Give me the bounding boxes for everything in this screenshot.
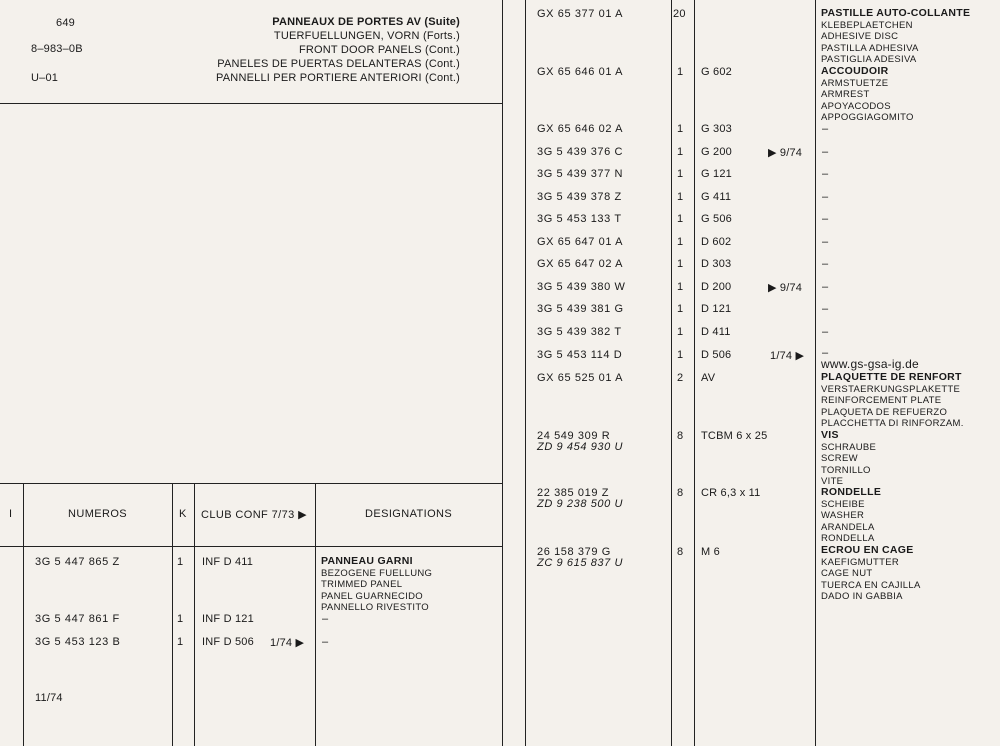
quantity: 1 [677,146,684,158]
watermark-url: www.gs-gsa-ig.de [821,357,919,371]
ref-code: U–01 [31,72,59,84]
quantity: 8 [677,546,684,558]
model-code: D 411 [701,326,731,338]
divider [815,0,816,746]
model-code: D 602 [701,236,732,248]
quantity: 1 [677,191,684,203]
quantity: 1 [677,281,684,293]
quantity: 1 [677,213,684,225]
divider [315,483,316,746]
divider [694,0,695,746]
designation: PLAQUETTE DE RENFORT VERSTAERKUNGSPLAKETTE REINFORCEMENT PLATE PLAQUETA DE REFUERZO PLACCHETTA DI RINFORZAM. [821,371,964,429]
model-code: G 411 [701,191,732,203]
part-number-alt: ZC 9 615 837 U [537,557,624,569]
designation: ACCOUDOIR ARMSTUETZE ARMREST APOYACODOS APPOGGIAGOMITO [821,65,914,123]
col-header-numeros: NUMEROS [68,508,128,520]
part-number: 3G 5 439 378 Z [537,191,622,203]
quantity: 1 [677,236,684,248]
model-code: D 506 [701,349,732,361]
part-number: 24 549 309 R [537,430,611,442]
quantity: 20 [673,8,686,20]
divider [502,0,503,746]
designation: PANNEAU GARNI BEZOGENE FUELLUNG TRIMMED PANEL PANEL GUARNECIDO PANNELLO RIVESTITO [321,555,433,613]
part-number: 3G 5 447 861 F [35,613,120,625]
page-number: 649 [56,17,75,29]
model-code: CR 6,3 x 11 [701,487,761,499]
designation: – [822,326,829,338]
part-number: GX 65 647 02 A [537,258,624,270]
title-fr: PANNEAUX DE PORTES AV (Suite) [272,16,460,28]
page-title [216,15,460,85]
quantity: 1 [677,258,684,270]
model-code: D 200 [701,281,732,293]
model-code: TCBM 6 x 25 [701,430,768,442]
designation: – [822,236,829,248]
quantity: 1 [677,123,684,135]
part-number: GX 65 646 01 A [537,66,624,78]
quantity: 2 [677,372,684,384]
part-number: GX 65 647 01 A [537,236,624,248]
designation: – [822,281,829,293]
designation: – [822,123,829,135]
model-code: G 121 [701,168,732,180]
ref-code: 8–983–0B [31,43,83,55]
date-marker: 1/74 ▶ [770,350,805,362]
title-it: PANNELLI PER PORTIERE ANTERIORI (Cont.) [216,72,460,84]
model-code: D 121 [701,303,732,315]
part-number: 3G 5 439 381 G [537,303,624,315]
quantity: 8 [677,487,684,499]
footer-date: 11/74 [35,692,63,704]
divider [525,0,526,746]
part-number: GX 65 646 02 A [537,123,624,135]
part-number: 3G 5 453 114 D [537,349,623,361]
part-number: GX 65 525 01 A [537,372,624,384]
part-number: 3G 5 439 377 N [537,168,624,180]
model-code: G 506 [701,213,732,225]
col-header-k: K [179,508,187,520]
designation: VIS SCHRAUBE SCREW TORNILLO VITE [821,429,877,487]
designation: RONDELLE SCHEIBE WASHER ARANDELA RONDELLA [821,486,882,544]
model-code: D 303 [701,258,732,270]
model-code: G 303 [701,123,732,135]
part-number-alt: ZD 9 454 930 U [537,441,624,453]
designation: – [322,613,329,625]
quantity: 1 [177,613,184,625]
model-code: M 6 [701,546,720,558]
model-code: INF D 121 [202,613,254,625]
date-marker: 1/74 ▶ [270,637,305,649]
divider [194,483,195,746]
divider [0,546,502,547]
title-en: FRONT DOOR PANELS (Cont.) [298,44,460,56]
col-header-i: I [9,508,13,520]
part-number: 3G 5 439 380 W [537,281,626,293]
col-header-designations: DESIGNATIONS [365,508,453,520]
title-es: PANELES DE PUERTAS DELANTERAS (Cont.) [217,58,460,70]
model-code: AV [701,372,716,384]
model-code: INF D 506 [202,636,254,648]
divider [172,483,173,746]
quantity: 1 [177,636,184,648]
col-header-club: CLUB CONF 7/73 ▶ [201,509,307,521]
designation: – [822,303,829,315]
divider [0,103,502,104]
part-number: 3G 5 447 865 Z [35,556,120,568]
part-number-alt: ZD 9 238 500 U [537,498,624,510]
date-marker: ▶ 9/74 [768,282,803,294]
designation: – [822,146,829,158]
model-code: G 200 [701,146,732,158]
part-number: 3G 5 453 123 B [35,636,121,648]
part-number: GX 65 377 01 A [537,8,624,20]
quantity: 1 [677,168,684,180]
model-code: G 602 [701,66,732,78]
quantity: 1 [677,66,684,78]
designation: – [822,347,829,359]
designation: – [822,191,829,203]
part-number: 22 385 019 Z [537,487,610,499]
date-marker: ▶ 9/74 [768,147,803,159]
part-number: 26 158 379 G [537,546,611,558]
designation: PASTILLE AUTO-COLLANTE KLEBEPLAETCHEN ADHESIVE DISC PASTILLA ADHESIVA PASTIGLIA ADESIVA [821,7,971,65]
designation: – [822,168,829,180]
divider [23,483,24,746]
designation: – [322,636,329,648]
part-number: 3G 5 453 133 T [537,213,622,225]
model-code: INF D 411 [202,556,254,568]
quantity: 1 [177,556,184,568]
quantity: 1 [677,326,684,338]
quantity: 1 [677,303,684,315]
part-number: 3G 5 439 382 T [537,326,622,338]
designation: – [822,258,829,270]
designation: – [822,213,829,225]
part-number: 3G 5 439 376 C [537,146,624,158]
divider [0,483,502,484]
quantity: 8 [677,430,684,442]
title-de: TUERFUELLUNGEN, VORN (Forts.) [273,30,460,42]
designation: ECROU EN CAGE KAEFIGMUTTER CAGE NUT TUERCA EN CAJILLA DADO IN GABBIA [821,544,921,602]
quantity: 1 [677,349,684,361]
divider [671,0,672,746]
